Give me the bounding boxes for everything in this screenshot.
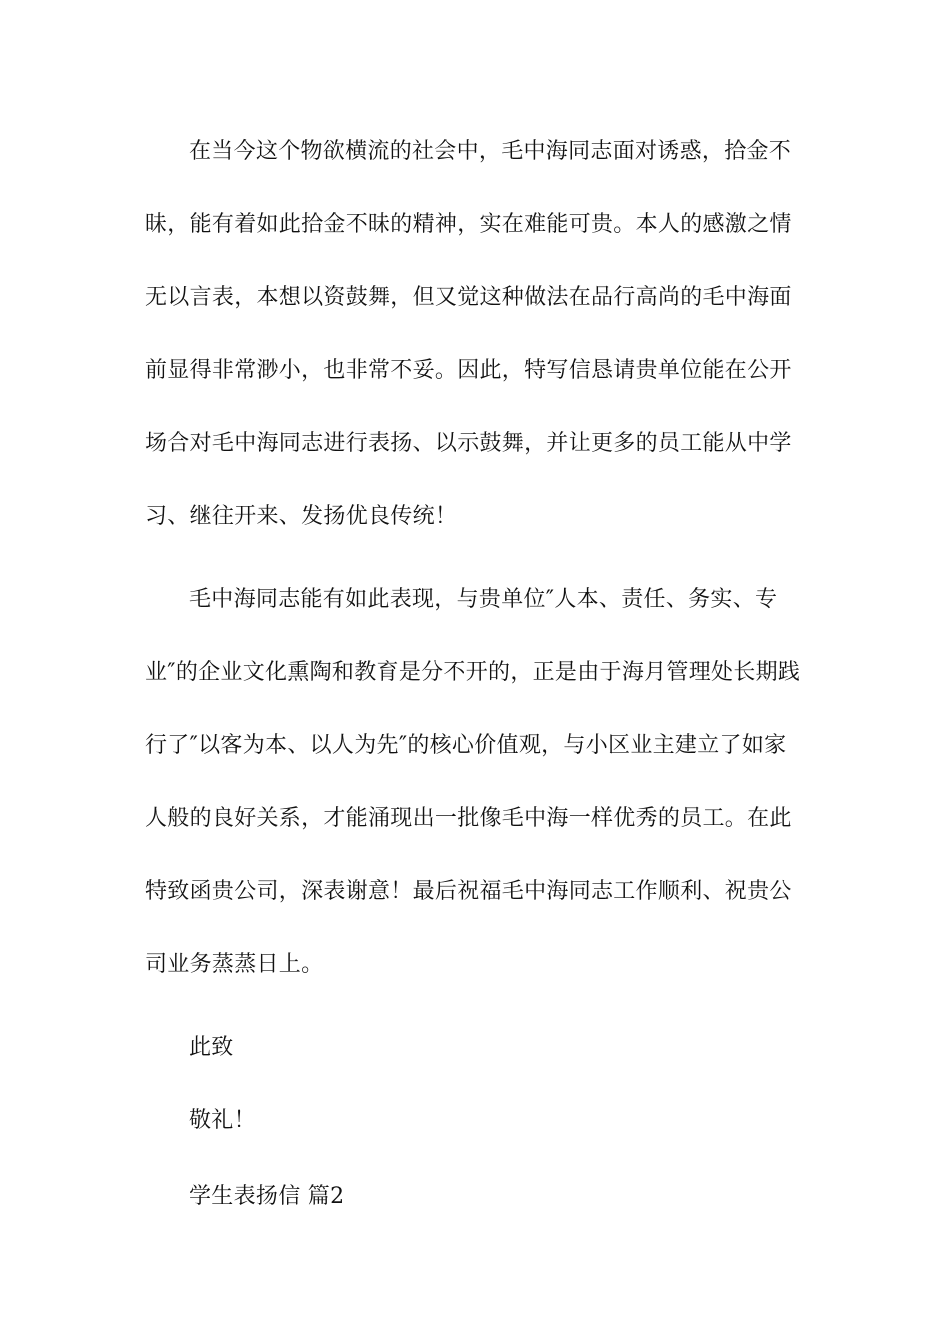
section-title: 学生表扬信 篇2 xyxy=(189,1184,345,1209)
paragraph-line: 在当今这个物欲横流的社会中，毛中海同志面对诱惑，拾金不 xyxy=(189,139,792,164)
paragraph-line: 人般的良好关系，才能涌现出一批像毛中海一样优秀的员工。在此 xyxy=(145,806,792,831)
paragraph-line: 无以言表，本想以资鼓舞，但又觉这种做法在品行高尚的毛中海面 xyxy=(145,285,792,310)
paragraph-line: 行了″以客为本、以人为先″的核心价值观，与小区业主建立了如家 xyxy=(145,733,787,758)
closing-salutation: 此致 xyxy=(189,1035,234,1060)
paragraph-line: 特致函贵公司，深表谢意！最后祝福毛中海同志工作顺利、祝贵公 xyxy=(145,879,792,904)
paragraph-line: 昧，能有着如此拾金不昧的精神，实在难能可贵。本人的感激之情 xyxy=(145,212,792,237)
paragraph-line: 业″的企业文化熏陶和教育是分不开的，正是由于海月管理处长期践 xyxy=(145,660,801,685)
closing-regards: 敬礼！ xyxy=(189,1108,256,1133)
paragraph-line: 场合对毛中海同志进行表扬、以示鼓舞，并让更多的员工能从中学 xyxy=(145,431,792,456)
paragraph-line: 司业务蒸蒸日上。 xyxy=(145,952,324,977)
paragraph-line: 前显得非常渺小，也非常不妥。因此，特写信恳请贵单位能在公开 xyxy=(145,358,792,383)
paragraph-line: 习、继往开来、发扬优良传统！ xyxy=(145,504,458,529)
paragraph-line: 毛中海同志能有如此表现，与贵单位″人本、责任、务实、专 xyxy=(189,587,778,612)
